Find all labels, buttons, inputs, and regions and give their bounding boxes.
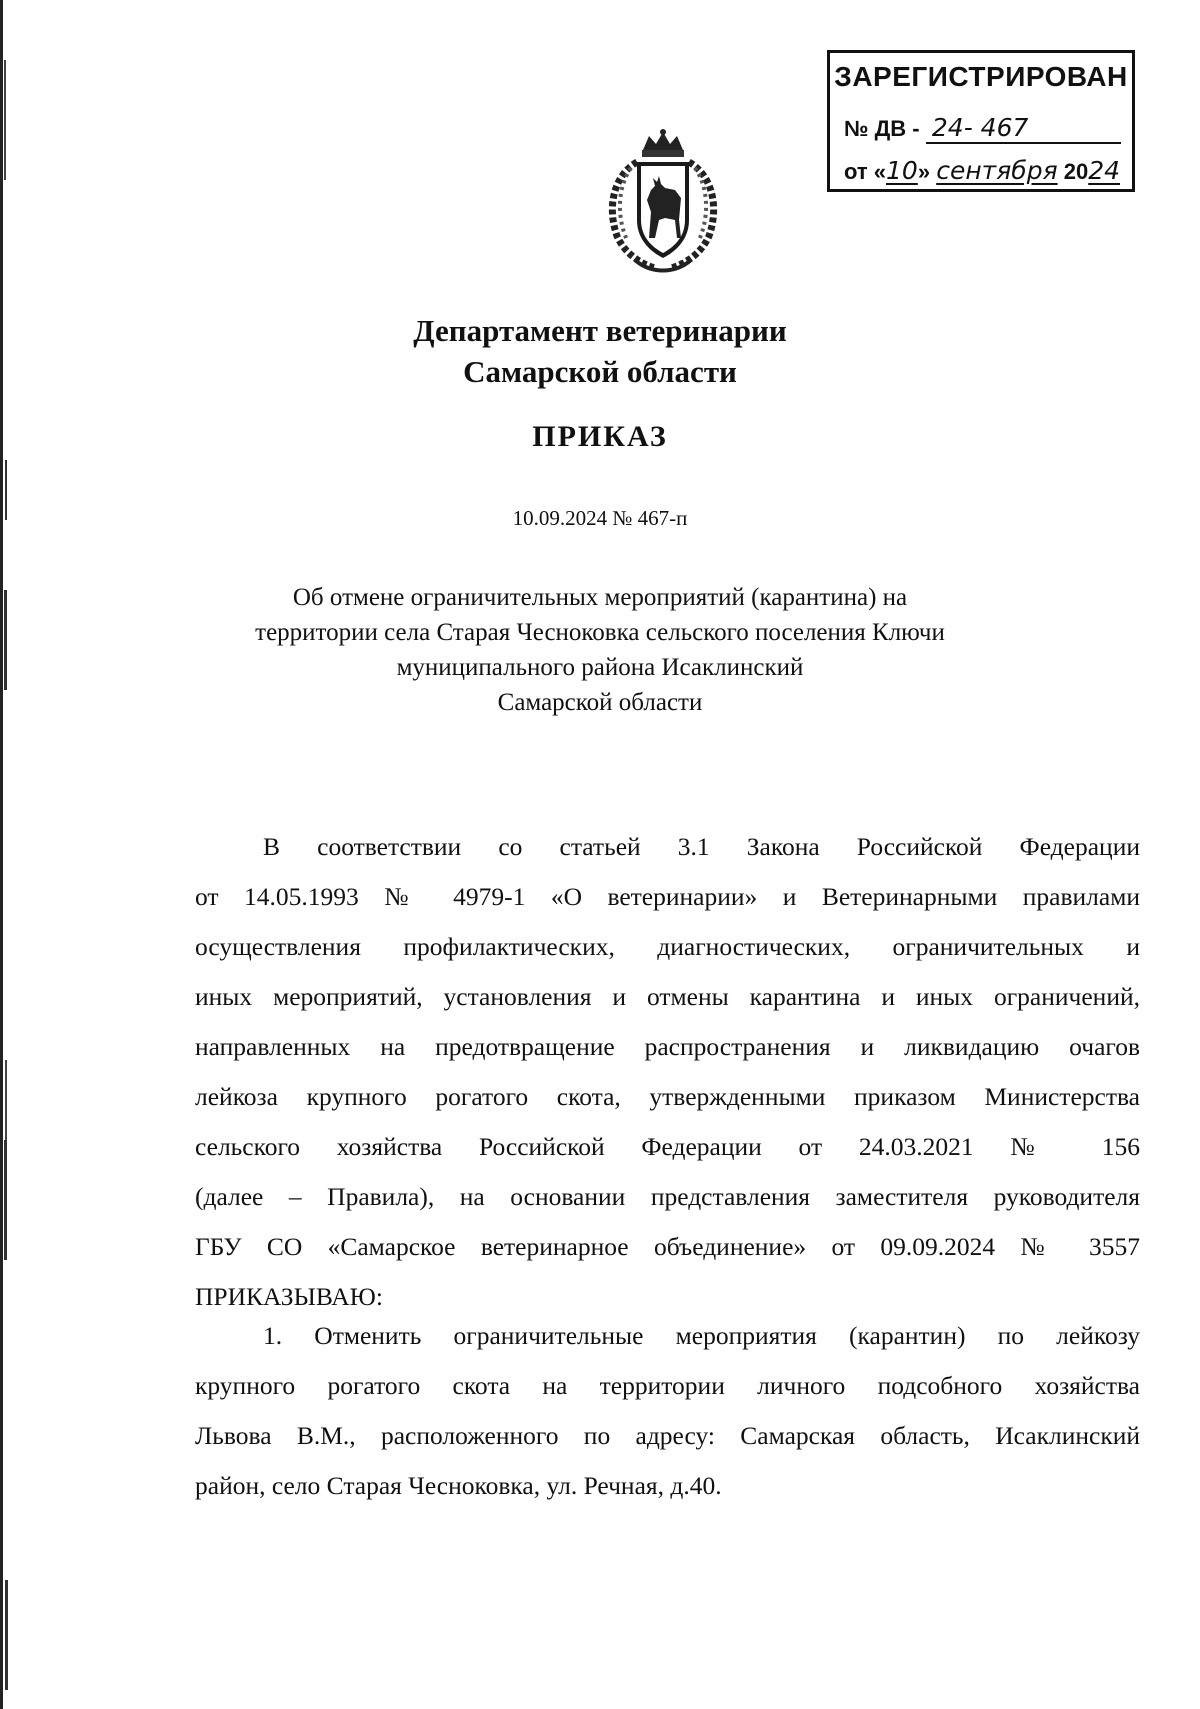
body-line: сельского хозяйства Российской Федерации от 24.03.2021 № 156 <box>195 1132 1140 1161</box>
order-subject <box>0 580 1200 720</box>
stamp-date-year-handwritten: 24 <box>1088 156 1121 185</box>
department-name-line1: Департамент ветеринарии <box>413 313 787 348</box>
body-line: 1. Отменить ограничительные мероприятия (карантин) по лейкозу <box>263 1321 1140 1350</box>
body-line: (далее – Правила), на основании представления заместителя руководителя <box>195 1182 1140 1211</box>
stamp-date-mid: » <box>917 159 931 184</box>
registration-stamp <box>827 50 1135 192</box>
body-line: крупного рогатого скота на территории личного подсобного хозяйства <box>195 1371 1140 1400</box>
subject-line2: территории села Старая Чесноковка сельского поселения Ключи <box>255 619 945 646</box>
stamp-title: ЗАРЕГИСТРИРОВАН <box>834 61 1128 92</box>
stamp-date-month: сентября <box>936 156 1058 185</box>
body-paragraph-1 <box>195 822 1140 1322</box>
order-title: ПРИКАЗ <box>532 420 668 453</box>
stamp-date-line <box>844 156 1120 185</box>
stamp-number-handwritten: 24- 467 <box>931 113 1029 142</box>
stamp-date-prefix: от « <box>844 159 887 184</box>
subject-line4: Самарской области <box>497 689 703 716</box>
body-line: В соответствии со статьей 3.1 Закона Российской Федерации <box>263 832 1140 861</box>
body-line: направленных на предотвращение распространения и ликвидацию очагов <box>195 1032 1140 1061</box>
stamp-number-prefix: № ДВ - <box>844 116 920 141</box>
body-line: ГБУ СО «Самарское ветеринарное объединение» от 09.09.2024 № 3557 <box>195 1232 1140 1261</box>
stamp-number-line <box>844 113 1121 144</box>
body-line: Львова В.М., расположенного по адресу: Самарская область, Исаклинский <box>195 1421 1140 1450</box>
body-paragraph-2 <box>195 1311 1140 1511</box>
body-line: лейкоза крупного рогатого скота, утвержденными приказом Министерства <box>195 1082 1140 1111</box>
scan-edge-artifact <box>0 0 14 1709</box>
department-name-line2: Самарской области <box>463 354 737 389</box>
stamp-number-field <box>926 113 1121 144</box>
body-line: от 14.05.1993 № 4979-1 «О ветеринарии» и Ветеринарными правилами <box>195 882 1140 911</box>
body-line: ПРИКАЗЫВАЮ: <box>195 1282 383 1311</box>
subject-line3: муниципального района Исаклинский <box>396 654 804 681</box>
department-name <box>0 310 1200 392</box>
stamp-date-day: 10 <box>886 156 918 185</box>
samara-coat-of-arms-icon <box>595 128 731 276</box>
body-line: район, село Старая Чесноковка, ул. Речная, д.40. <box>195 1471 722 1500</box>
body-line: иных мероприятий, установления и отмены карантина и иных ограничений, <box>195 982 1140 1011</box>
order-number: 10.09.2024 № 467-п <box>512 506 688 530</box>
subject-line1: Об отмене ограничительных мероприятий (карантина) на <box>292 584 908 611</box>
stamp-date-year-printed: 20 <box>1063 159 1089 184</box>
body-line: осуществления профилактических, диагностических, ограничительных и <box>195 932 1140 961</box>
